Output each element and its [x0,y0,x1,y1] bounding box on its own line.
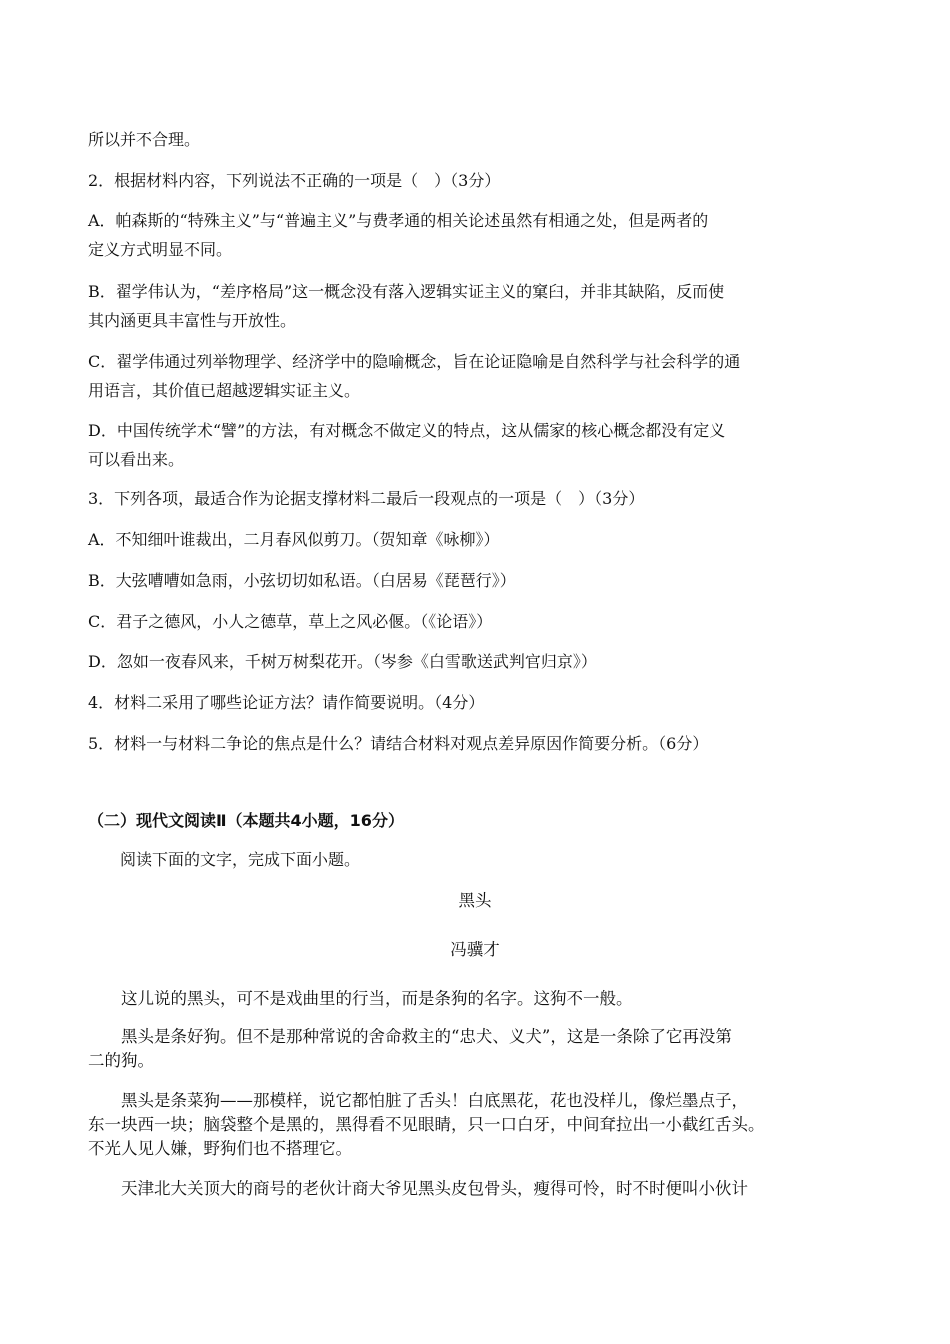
story-paragraph-4: 天津北大关顶大的商号的老伙计商大爷见黑头皮包骨头，瘦得可怜，时不时便叫小伙计 [121,1179,748,1198]
question-2-option-c-cont: 用语言，其价值已超越逻辑实证主义。 [88,381,361,400]
question-5: 5．材料一与材料二争论的焦点是什么？请结合材料对观点差异原因作简要分析。（6分） [88,734,709,753]
story-paragraph-2-cont: 二的狗。 [88,1051,154,1070]
question-2-option-c: C．翟学伟通过列举物理学、经济学中的隐喻概念，旨在论证隐喻是自然科学与社会科学的通 [88,352,741,371]
question-3-option-d: D．忽如一夜春风来，千树万树梨花开。（岑参《白雪歌送武判官归京》） [88,652,597,671]
question-2-stem: 2．根据材料内容，下列说法不正确的一项是（ ）（3分） [88,171,501,190]
question-2-option-b: B．翟学伟认为，“差序格局”这一概念没有落入逻辑实证主义的窠臼，并非其缺陷，反而使 [88,282,725,301]
story-title: 黑头 [458,891,492,910]
story-paragraph-2: 黑头是条好狗。但不是那种常说的舍命救主的“忠犬、义犬”，这是一条除了它再没第 [121,1027,732,1046]
story-paragraph-1: 这儿说的黑头，可不是戏曲里的行当，而是条狗的名字。这狗不一般。 [121,989,633,1008]
question-2-option-d: D．中国传统学术“譬”的方法，有对概念不做定义的特点，这从儒家的核心概念都没有定义 [88,421,726,440]
question-2-option-b-cont: 其内涵更具丰富性与开放性。 [88,311,297,330]
question-2-option-a: A．帕森斯的“特殊主义”与“普遍主义”与费孝通的相关论述虽然有相通之处，但是两者的 [88,211,709,230]
question-2-option-d-cont: 可以看出来。 [88,450,185,469]
story-paragraph-3-cont-2: 不光人见人嫌，野狗们也不搭理它。 [88,1139,352,1158]
story-paragraph-3-cont-1: 东一块西一块；脑袋整个是黑的，黑得看不见眼睛，只一口白牙，中间耷拉出一小截红舌头。 [88,1115,765,1134]
section-2-heading: （二）现代文阅读Ⅱ（本题共4小题，16分） [88,811,404,830]
question-3-option-b: B．大弦嘈嘈如急雨，小弦切切如私语。（白居易《琵琶行》） [88,571,516,590]
question-4: 4．材料二采用了哪些论证方法？请作简要说明。（4分） [88,693,485,712]
story-author: 冯骥才 [450,940,500,959]
question-3-option-c: C．君子之德风，小人之德草，草上之风必偃。（《论语》） [88,612,493,631]
section-2-instruction: 阅读下面的文字，完成下面小题。 [120,850,361,869]
question-2-option-a-cont: 定义方式明显不同。 [88,240,233,259]
question-3-stem: 3．下列各项，最适合作为论据支撑材料二最后一段观点的一项是（ ）（3分） [88,489,645,508]
story-paragraph-3: 黑头是条菜狗——那模样，说它都怕脏了舌头！白底黑花，花也没样儿，像烂墨点子， [121,1091,748,1110]
material-one-last-line: 所以并不合理。 [88,130,201,149]
question-3-option-a: A．不知细叶谁裁出，二月春风似剪刀。（贺知章《咏柳》） [88,530,500,549]
